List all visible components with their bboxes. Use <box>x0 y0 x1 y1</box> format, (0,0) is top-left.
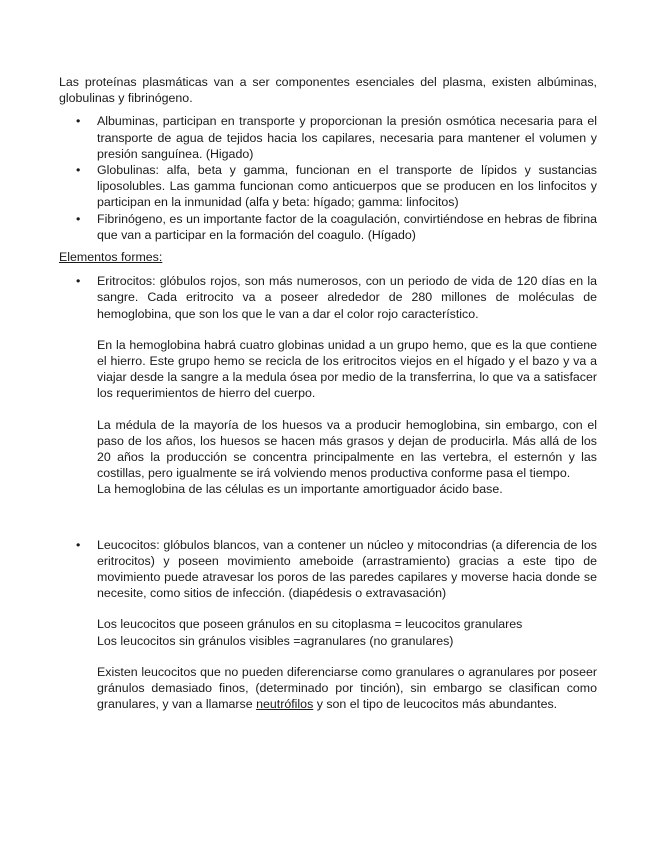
eritrocitos-p1: Eritrocitos: glóbulos rojos, son más numerosos, con un periodo de vida de 120 días en la sangre. Cada eritrocito va a poseer alrededor de 280 millones de moléculas de hemoglobina, que son los que le van a dar el color rojo característico. <box>97 274 597 321</box>
eritrocitos-p3-last: La hemoglobina de las células es un importante amortiguador ácido base. <box>97 482 503 497</box>
list-item-eritrocitos <box>59 273 597 497</box>
list-item-leucocitos <box>59 537 597 713</box>
protein-list <box>59 113 597 243</box>
leucocitos-line1: Los leucocitos que poseen gránulos en su citoplasma = leucocitos granulares <box>97 617 523 632</box>
elements-list <box>59 273 597 712</box>
leucocitos-lines <box>97 616 597 648</box>
intro-paragraph: Las proteínas plasmáticas van a ser componentes esenciales del plasma, existen albúminas, globulinas y fibrinógeno. <box>59 75 597 106</box>
list-item <box>59 162 597 211</box>
leucocitos-p3-before: Existen leucocitos que no pueden diferenciarse como granulares o agranulares por poseer gránulos demasiado finos, (determinado por tinción), sin embargo se clasifican como granulares, y van a llamarse <box>97 664 597 712</box>
eritrocitos-p2: En la hemoglobina habrá cuatro globinas unidad a un grupo hemo, que es la que contiene el hierro. Este grupo hemo se recicla de los eritrocitos viejos en el hígado y el bazo y va a viajar desde la sangre a la medula ósea por medio de la transferrina, lo que va a satisfacer los requerimientos de hierro del cuerpo. <box>97 337 597 401</box>
leucocitos-p1: Leucocitos: glóbulos blancos, van a contener un núcleo y mitocondrias (a diferencia de los eritrocitos) y poseen movimiento ameboide (arrastramiento) gracias a este tipo de movimiento puede atravesar los poros de las paredes capilares y moverse hacia donde se necesite, como sitios de infección. (diapédesis o extravasación) <box>97 537 597 601</box>
neutrofilos-term: neutrófilos <box>256 697 314 712</box>
bullet-icon: • <box>76 211 81 226</box>
document-page <box>59 74 597 713</box>
eritrocitos-p3-text: La médula de la mayoría de los huesos va a producir hemoglobina, sin embargo, con el paso de los años, los huesos se hacen más grasos y dejan de producirla. Más allá de los 20 años la producción se concentra principalmente en las vertebra, el esternón y las costillas, pero igualmente se irá volviendo menos productiva conforme pasa el tiempo. <box>97 417 597 481</box>
list-item <box>59 211 597 243</box>
bullet-icon: • <box>76 274 81 289</box>
albumin-text: Albuminas, participan en transporte y proporcionan la presión osmótica necesaria para el transporte de agua de tejidos hacia los capilares, necesaria para mantener el volumen y presión sanguínea. (Higado) <box>97 114 597 161</box>
eritrocitos-p3 <box>97 417 597 498</box>
list-item <box>59 113 597 162</box>
leucocitos-line2: Los leucocitos sin gránulos visibles =agranulares (no granulares) <box>97 633 454 648</box>
leucocitos-p3 <box>97 664 597 713</box>
globulin-text: Globulinas: alfa, beta y gamma, funcionan en el transporte de lípidos y sustancias liposolubles. Las gamma funcionan como anticuerpos que se producen en los linfocitos y participan en la inmunidad (alfa y beta: hígado; gamma: linfocitos) <box>97 163 597 210</box>
bullet-icon: • <box>76 163 81 178</box>
leucocitos-p3-after: y son el tipo de leucocitos más abundantes. <box>313 697 558 712</box>
bullet-icon: • <box>76 537 81 552</box>
fibrinogen-text: Fibrinógeno, es un importante factor de la coagulación, convirtiéndose en hebras de fibrina que van a participar en la formación del coagulo. (Hígado) <box>97 211 597 242</box>
bullet-icon: • <box>76 114 81 129</box>
section-heading: Elementos formes: <box>59 250 163 265</box>
